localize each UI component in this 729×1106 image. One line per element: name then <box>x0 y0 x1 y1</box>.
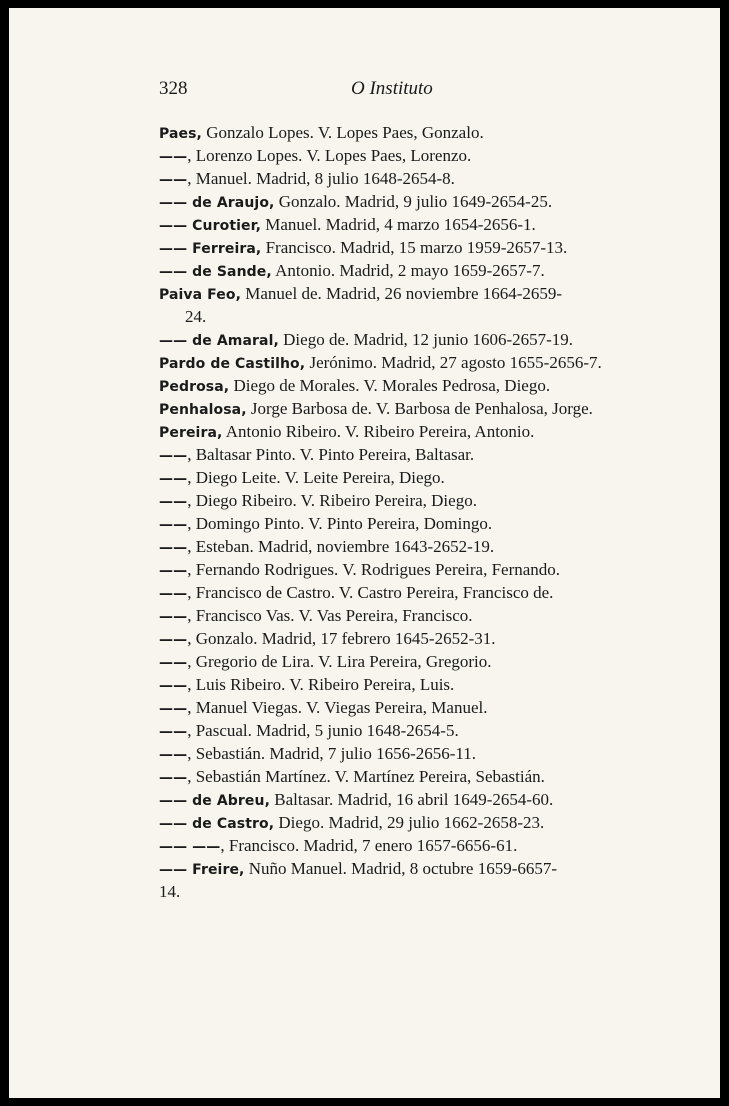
entry-text: 14. <box>159 882 181 901</box>
entry-lead: —— de Castro, <box>159 816 275 832</box>
entry-text: , Diego Leite. V. Leite Pereira, Diego. <box>187 468 445 487</box>
entry-text: Nuño Manuel. Madrid, 8 octubre 1659-6657- <box>244 859 558 878</box>
entry-lead: —— <box>159 540 188 556</box>
index-entries <box>159 121 659 903</box>
entry-text: Gonzalo Lopes. V. Lopes Paes, Gonzalo. <box>201 123 484 142</box>
entry-text: Manuel de. Madrid, 26 noviembre 1664-2659- <box>241 284 563 303</box>
index-entry <box>159 190 659 213</box>
index-entry <box>159 144 659 167</box>
entry-text: , Domingo Pinto. V. Pinto Pereira, Domingo. <box>187 514 493 533</box>
index-entry <box>159 857 659 880</box>
entry-text: , Francisco de Castro. V. Castro Pereira, Francisco de. <box>187 583 554 602</box>
entry-lead: —— <box>159 655 188 671</box>
running-title: O Instituto <box>351 78 433 99</box>
entry-lead: —— de Araujo, <box>159 195 275 211</box>
page-header <box>159 78 459 108</box>
index-entry <box>159 581 659 604</box>
index-entry <box>159 535 659 558</box>
entry-lead: —— <box>159 678 188 694</box>
entry-lead: —— <box>159 448 188 464</box>
entry-lead: —— —— <box>159 839 221 855</box>
entry-lead: —— <box>159 724 188 740</box>
index-entry <box>159 259 659 282</box>
entry-lead: —— Freire, <box>159 862 245 878</box>
index-entry <box>159 374 659 397</box>
entry-text: Gonzalo. Madrid, 9 julio 1649-2654-25. <box>274 192 553 211</box>
entry-lead: —— de Abreu, <box>159 793 271 809</box>
entry-text: , Manuel. Madrid, 8 julio 1648-2654-8. <box>187 169 455 188</box>
entry-lead: Paiva Feo, <box>159 287 242 303</box>
entry-lead: —— <box>159 517 188 533</box>
entry-text: , Fernando Rodrigues. V. Rodrigues Pereira, Fernando. <box>187 560 561 579</box>
entry-text: Diego de. Madrid, 12 junio 1606-2657-19. <box>278 330 574 349</box>
index-entry <box>159 282 659 305</box>
entry-lead: —— <box>159 586 188 602</box>
entry-lead: —— <box>159 609 188 625</box>
book-page <box>9 8 720 1098</box>
entry-lead: —— <box>159 471 188 487</box>
entry-text: , Manuel Viegas. V. Viegas Pereira, Manuel. <box>187 698 488 717</box>
entry-text: Baltasar. Madrid, 16 abril 1649-2654-60. <box>270 790 554 809</box>
entry-text: Antonio Ribeiro. V. Ribeiro Pereira, Antonio. <box>222 422 535 441</box>
index-entry <box>159 121 659 144</box>
entry-lead: Paes, <box>159 126 202 142</box>
index-entry <box>159 696 659 719</box>
entry-text: , Francisco Vas. V. Vas Pereira, Francisco. <box>187 606 473 625</box>
entry-lead: —— <box>159 563 188 579</box>
index-entry <box>159 834 659 857</box>
entry-text: , Sebastián Martínez. V. Martínez Pereira, Sebastián. <box>187 767 545 786</box>
entry-text: , Lorenzo Lopes. V. Lopes Paes, Lorenzo. <box>187 146 472 165</box>
entry-lead: Pereira, <box>159 425 223 441</box>
index-entry <box>159 397 659 420</box>
entry-text: , Luis Ribeiro. V. Ribeiro Pereira, Luis. <box>187 675 455 694</box>
index-entry <box>159 236 659 259</box>
index-entry <box>159 443 659 466</box>
entry-text: , Gregorio de Lira. V. Lira Pereira, Gregorio. <box>187 652 492 671</box>
index-entry <box>159 213 659 236</box>
entry-text: Manuel. Madrid, 4 marzo 1654-2656-1. <box>261 215 536 234</box>
index-entry <box>159 305 659 328</box>
entry-text: Jorge Barbosa de. V. Barbosa de Penhalosa, Jorge. <box>246 399 593 418</box>
entry-text: , Sebastián. Madrid, 7 julio 1656-2656-11. <box>187 744 477 763</box>
entry-lead: —— <box>159 632 188 648</box>
entry-text: Francisco. Madrid, 15 marzo 1959-2657-13. <box>261 238 568 257</box>
index-entry <box>159 742 659 765</box>
index-entry <box>159 351 659 374</box>
entry-text: , Gonzalo. Madrid, 17 febrero 1645-2652-31. <box>187 629 496 648</box>
entry-text: , Esteban. Madrid, noviembre 1643-2652-19. <box>187 537 495 556</box>
entry-lead: —— <box>159 770 188 786</box>
index-entry <box>159 558 659 581</box>
entry-lead: —— de Amaral, <box>159 333 279 349</box>
entry-lead: —— Ferreira, <box>159 241 262 257</box>
entry-text: , Baltasar Pinto. V. Pinto Pereira, Baltasar. <box>187 445 475 464</box>
index-entry <box>159 489 659 512</box>
index-entry <box>159 765 659 788</box>
entry-text: , Diego Ribeiro. V. Ribeiro Pereira, Diego. <box>187 491 477 510</box>
entry-lead: Pardo de Castilho, <box>159 356 306 372</box>
index-entry <box>159 627 659 650</box>
index-entry <box>159 673 659 696</box>
entry-lead: —— <box>159 701 188 717</box>
entry-text: Diego de Morales. V. Morales Pedrosa, Diego. <box>229 376 551 395</box>
entry-lead: —— <box>159 747 188 763</box>
index-entry <box>159 811 659 834</box>
entry-text: , Francisco. Madrid, 7 enero 1657-6656-61. <box>220 836 518 855</box>
entry-lead: —— <box>159 149 188 165</box>
entry-text: , Pascual. Madrid, 5 junio 1648-2654-5. <box>187 721 459 740</box>
index-entry <box>159 512 659 535</box>
entry-lead: Penhalosa, <box>159 402 247 418</box>
index-entry <box>159 719 659 742</box>
entry-text: 24. <box>185 307 207 326</box>
index-entry <box>159 604 659 627</box>
index-entry <box>159 880 659 903</box>
index-entry <box>159 328 659 351</box>
entry-lead: —— de Sande, <box>159 264 272 280</box>
entry-lead: —— <box>159 494 188 510</box>
entry-lead: —— Curotier, <box>159 218 261 234</box>
entry-text: Diego. Madrid, 29 julio 1662-2658-23. <box>274 813 545 832</box>
index-entry <box>159 788 659 811</box>
index-entry <box>159 420 659 443</box>
entry-text: Antonio. Madrid, 2 mayo 1659-2657-7. <box>271 261 545 280</box>
entry-lead: —— <box>159 172 188 188</box>
entry-lead: Pedrosa, <box>159 379 230 395</box>
index-entry <box>159 466 659 489</box>
page-number: 328 <box>159 78 188 99</box>
index-entry <box>159 167 659 190</box>
index-entry <box>159 650 659 673</box>
entry-text: Jerónimo. Madrid, 27 agosto 1655-2656-7. <box>305 353 602 372</box>
